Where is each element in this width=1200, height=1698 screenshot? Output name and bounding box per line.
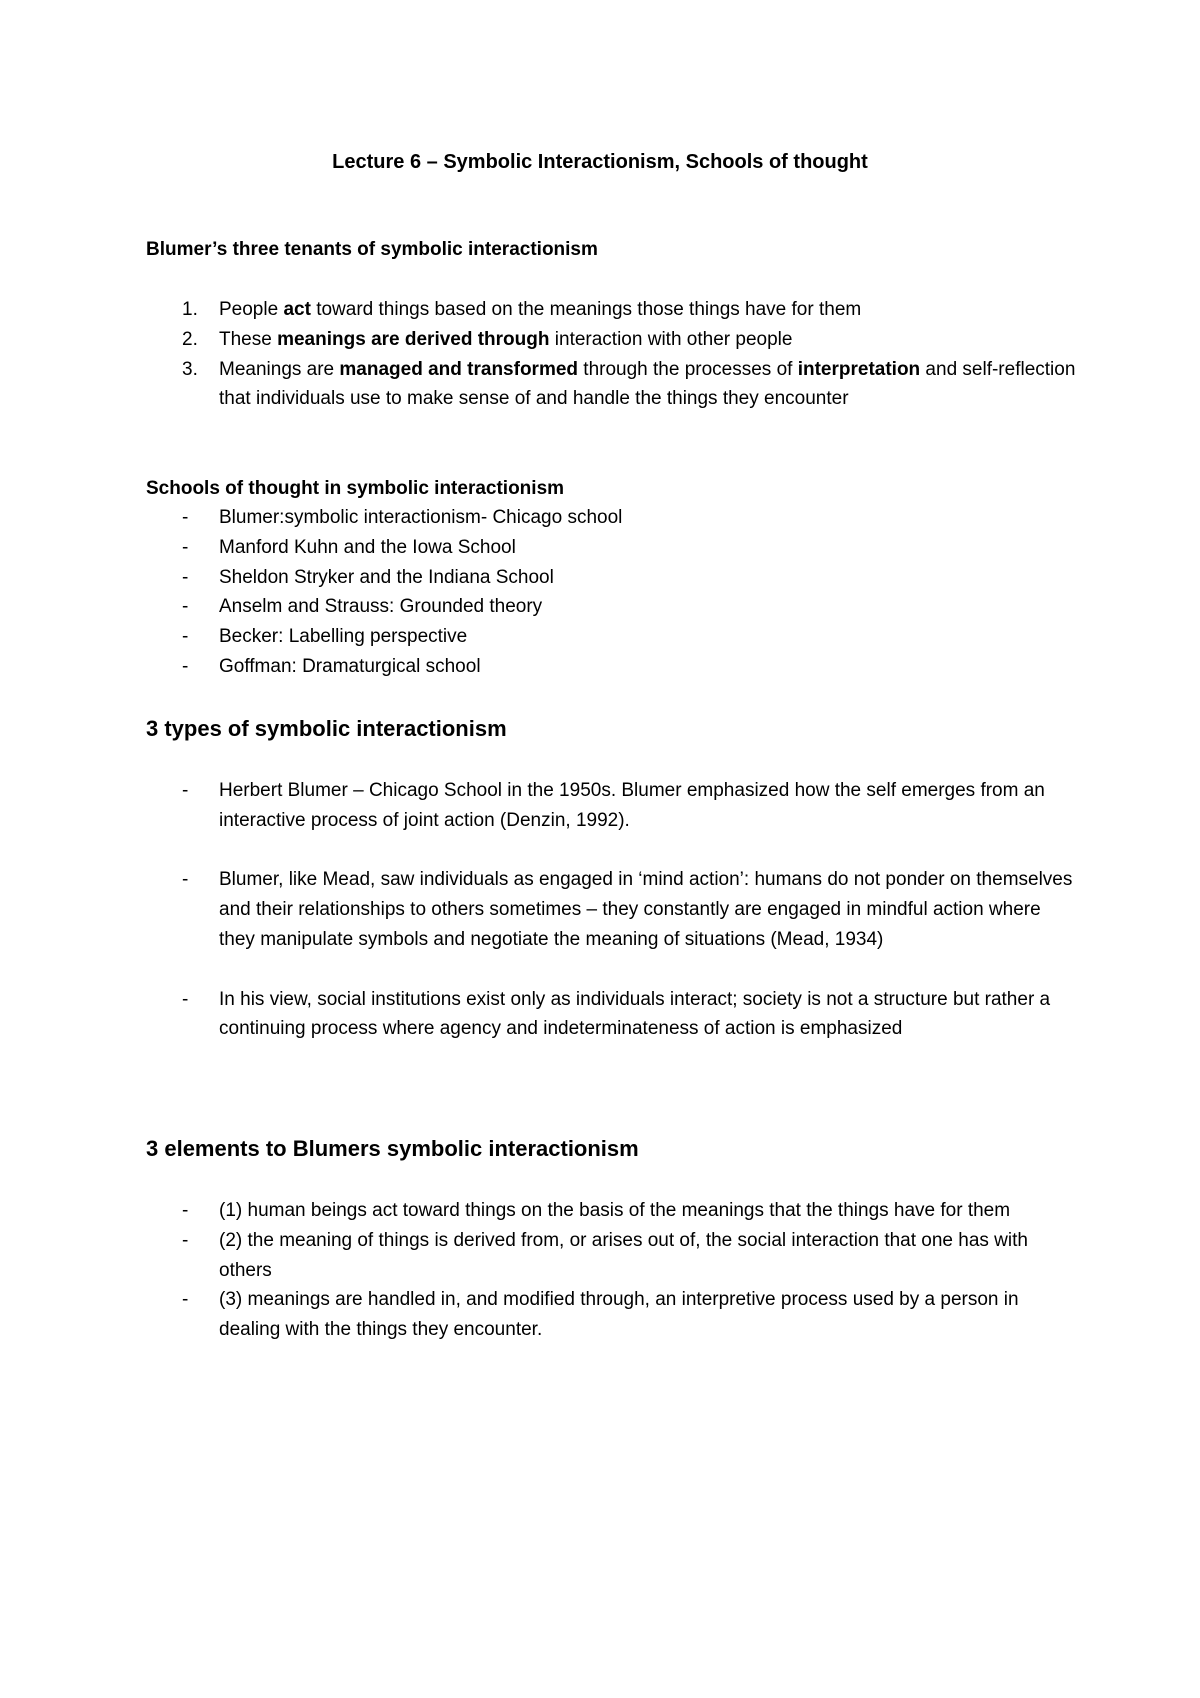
list-marker: - bbox=[182, 1289, 189, 1311]
item-text: Goffman: Dramaturgical school bbox=[219, 655, 481, 677]
list-marker: - bbox=[182, 596, 189, 618]
item-text: People bbox=[219, 299, 284, 320]
list-item bbox=[146, 1285, 1076, 1345]
list-item bbox=[146, 776, 1076, 836]
list-item bbox=[146, 295, 1076, 325]
item-text: In his view, social institutions exist only as individuals interact; society is not a structure but rather a continuing process where agency and indeterminateness of action is emphasized bbox=[219, 988, 1051, 1040]
item-emphasis: act bbox=[283, 299, 311, 320]
list-marker: 1. bbox=[182, 299, 198, 320]
list-item bbox=[146, 985, 1076, 1045]
list-item bbox=[146, 1196, 1076, 1226]
list-item bbox=[146, 355, 1076, 415]
item-text: Herbert Blumer – Chicago School in the 1950s. Blumer emphasized how the self emerges from an interactive process of joint action (Denzin, 1992). bbox=[219, 780, 1045, 831]
list-marker: - bbox=[182, 626, 189, 648]
list-item bbox=[146, 865, 1076, 954]
item-text: interaction with other people bbox=[549, 328, 793, 350]
list-marker: - bbox=[182, 988, 189, 1010]
list-marker: - bbox=[182, 536, 189, 558]
item-text: Meanings are bbox=[219, 358, 340, 380]
list-item bbox=[146, 592, 1076, 622]
section-heading-schools: Schools of thought in symbolic interactionism bbox=[146, 478, 565, 499]
elements-list bbox=[146, 1196, 1076, 1345]
tenants-list bbox=[146, 295, 1076, 414]
item-text: These bbox=[219, 328, 278, 350]
item-text: Sheldon Stryker and the Indiana School bbox=[219, 566, 554, 588]
item-text: Anselm and Strauss: Grounded theory bbox=[219, 596, 543, 618]
item-emphasis: meanings are derived through bbox=[277, 328, 550, 350]
list-marker: - bbox=[182, 655, 189, 677]
list-marker: 2. bbox=[182, 328, 198, 350]
item-text: (1) human beings act toward things on the basis of the meanings that the things have for them bbox=[219, 1200, 1011, 1221]
list-item bbox=[146, 533, 1076, 563]
section-heading-tenants: Blumer’s three tenants of symbolic interactionism bbox=[146, 239, 598, 260]
item-text: Manford Kuhn and the Iowa School bbox=[219, 536, 516, 558]
item-emphasis: managed and transformed bbox=[339, 358, 579, 380]
section-heading-types: 3 types of symbolic interactionism bbox=[146, 716, 507, 741]
list-marker: - bbox=[182, 780, 189, 801]
item-emphasis: interpretation bbox=[797, 358, 921, 380]
list-marker: - bbox=[182, 507, 189, 528]
list-marker: 3. bbox=[182, 358, 198, 380]
item-text: Blumer:symbolic interactionism- Chicago school bbox=[219, 507, 623, 528]
list-item bbox=[146, 622, 1076, 652]
item-text: and self-reflection that individuals use to make sense of and handle the things they encounter bbox=[219, 358, 1076, 410]
list-item bbox=[146, 1226, 1076, 1286]
list-item bbox=[146, 503, 1076, 533]
item-text: toward things based on the meanings those things have for them bbox=[310, 299, 862, 320]
types-list bbox=[146, 776, 1076, 1044]
page-title: Lecture 6 – Symbolic Interactionism, Schools of thought bbox=[332, 151, 868, 173]
list-item bbox=[146, 563, 1076, 593]
item-text: Blumer, like Mead, saw individuals as engaged in ‘mind action’: humans do not ponder on themselves and their relationships to others sometimes – they constantly are engaged in mindful action where they manipulate symbols and negotiate the meaning of situations (Mead, 1934) bbox=[219, 869, 1073, 950]
section-heading-elements: 3 elements to Blumers symbolic interactionism bbox=[146, 1136, 639, 1161]
list-item bbox=[146, 652, 1076, 682]
item-text: (3) meanings are handled in, and modified through, an interpretive process used by a person in dealing with the things they encounter. bbox=[219, 1289, 1019, 1341]
item-text: (2) the meaning of things is derived from, or arises out of, the social interaction that one has with others bbox=[219, 1229, 1028, 1281]
item-text: Becker: Labelling perspective bbox=[219, 626, 468, 648]
item-text: through the processes of bbox=[578, 358, 798, 380]
list-marker: - bbox=[182, 566, 189, 588]
schools-list bbox=[146, 503, 1076, 682]
list-marker: - bbox=[182, 1229, 189, 1251]
list-marker: - bbox=[182, 1200, 189, 1221]
list-item bbox=[146, 325, 1076, 355]
list-marker: - bbox=[182, 869, 189, 891]
